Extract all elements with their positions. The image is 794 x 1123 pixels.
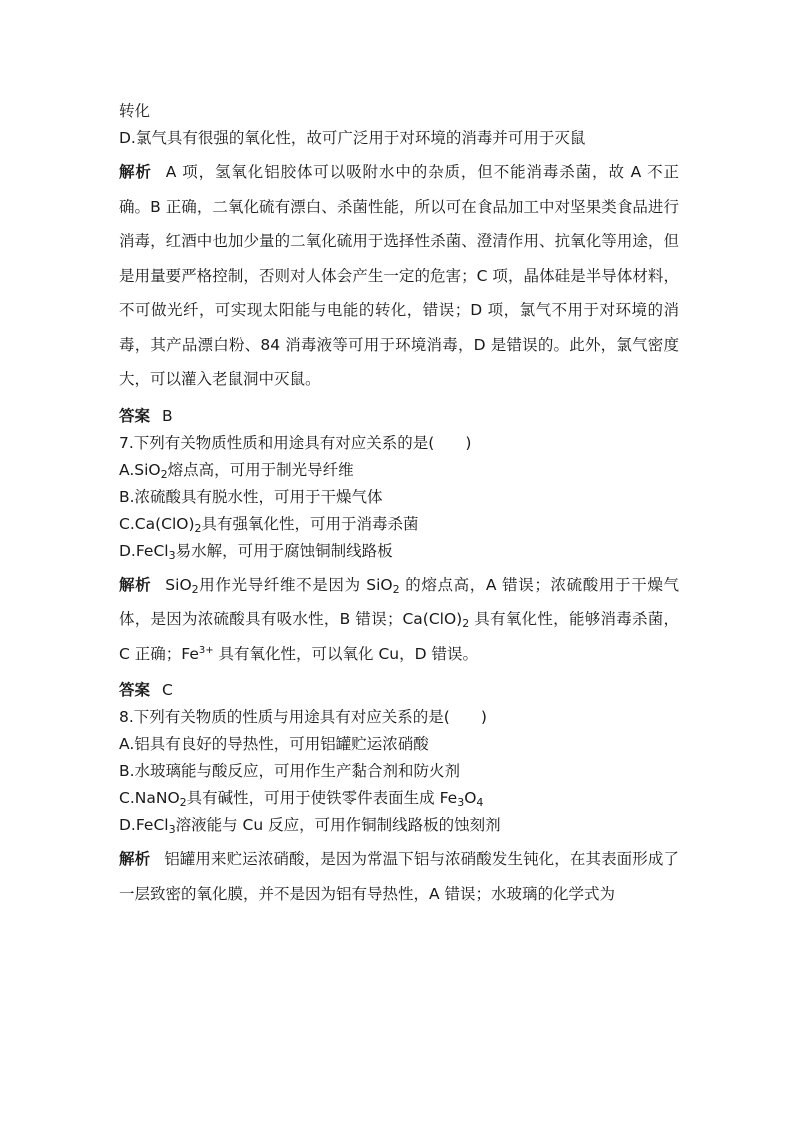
analysis-label: 解析 <box>119 575 152 594</box>
analysis-q8 <box>119 842 679 911</box>
continuation-text: 转化 <box>119 102 151 120</box>
answer-label: 答案 <box>119 406 151 425</box>
analysis-q8-text: 铝罐用来贮运浓硝酸，是因为常温下铝与浓硝酸发生钝化，在其表面形成了一层致密的氧化膜，并不是因为铝有导热性，A 错误；水玻璃的化学式为 <box>119 850 679 903</box>
question-8-stem: 8.下列有关物质的性质与用途具有对应关系的是( ) <box>119 708 487 726</box>
option-a-q8: A.铝具有良好的导热性，可用铝罐贮运浓硝酸 <box>119 735 429 753</box>
option-b-q7: B.浓硫酸具有脱水性，可用于干燥气体 <box>119 487 383 506</box>
option-d-q8: D.FeCl$_3$溶液能与 Cu 反应，可用作铜制线路板的蚀刻剂 <box>119 816 501 836</box>
option-d-q6: D.氯气具有很强的氧化性，故可广泛用于对环境的消毒并可用于灭鼠 <box>119 129 586 147</box>
option-a-q7: A.SiO$_2$熔点高，可用于制光导纤维 <box>119 460 354 481</box>
analysis-label: 解析 <box>119 163 152 181</box>
answer-q7 <box>119 677 679 704</box>
analysis-label: 解析 <box>119 850 151 868</box>
option-c-q8: C.NaNO$_2$具有碱性，可用于使铁零件表面生成 $Fe_3O_4$ <box>119 789 484 809</box>
analysis-q6-text: A 项，氢氧化铝胶体可以吸附水中的杂质，但不能消毒杀菌，故 A 不正确。B 正确，二氧化硫有漂白、杀菌性能，所以可在食品加工中对坚果类食品进行消毒，红酒中也加少量的二氧化硫用于选择性杀菌、澄清作用、抗氧化等用途，但是用量要严格控制，否则对人体会产生一定的危害；C 项，晶体硅是半导体材料，不可做光纤，可实现太阳能与电能的转化，错误；D 项，氯气不用于对环境的消毒，其产品漂白粉、84 消毒液等可用于环境消毒，D 是错误的。此外，氯气密度大，可以灌入老鼠洞中灭鼠。 <box>119 163 679 388</box>
document-body <box>119 98 679 917</box>
question-7-stem: 7.下列有关物质性质和用途具有对应关系的是( ) <box>119 433 472 452</box>
answer-q6-value: B <box>162 406 173 425</box>
analysis-q6 <box>119 155 679 397</box>
option-d-q7: D.FeCl$_3$易水解，可用于腐蚀铜制线路板 <box>119 541 393 562</box>
answer-q6 <box>119 403 679 430</box>
answer-label: 答案 <box>119 681 151 699</box>
answer-q7-value: C <box>162 681 173 699</box>
option-c-q7: $C.Ca(ClO)_2$具有强氧化性，可用于消毒杀菌 <box>119 514 419 535</box>
analysis-q7: 解析 SiO$_2$用作光导纤维不是因为 SiO$_2$ 的熔点高，A 错误；浓硫酸用于干燥气体，是因为浓硫酸具有吸水性，B 错误；$Ca(ClO)_2$ 具有氧化性，能够消毒杀菌，C 正确；$Fe^{3+}$ 具有氧化性，可以氧化 Cu，D 错误。 <box>119 575 679 663</box>
option-b-q8: B.水玻璃能与酸反应，可用作生产黏合剂和防火剂 <box>119 762 461 780</box>
